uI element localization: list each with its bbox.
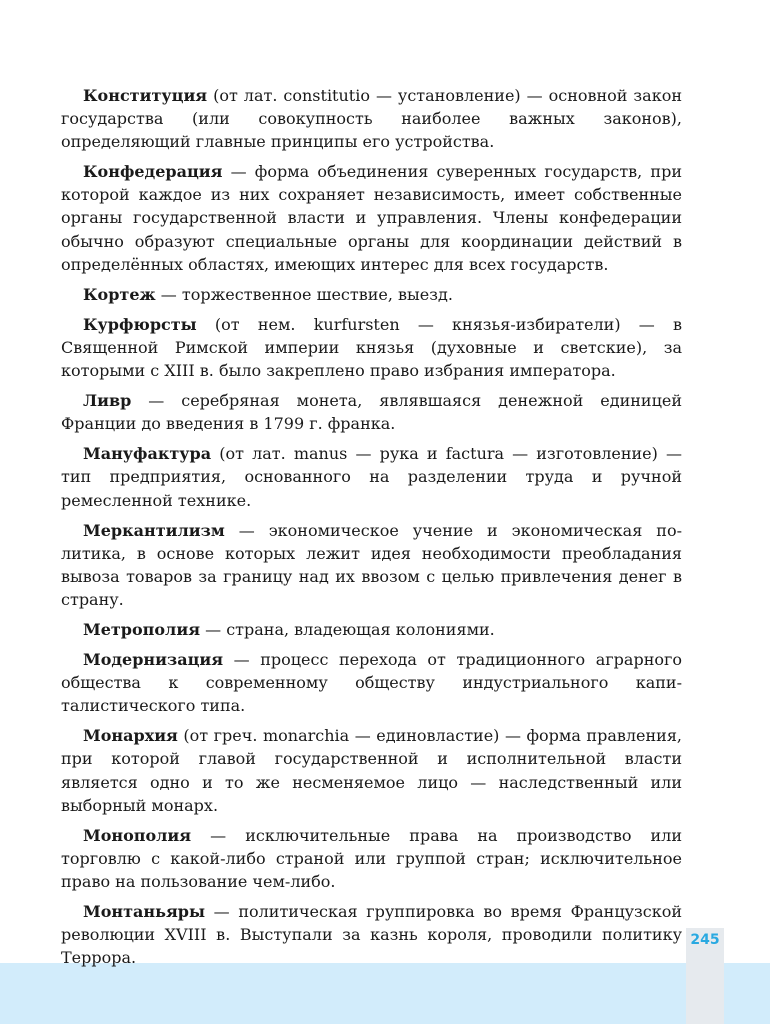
glossary-term: Монтаньяры (83, 902, 205, 921)
glossary-definition: (от греч. monarchia — единовластие) — форма правления, при которой главой государственной и исполнительной власти является одно и то же несменяемое лицо — наследственный или выборный монарх. (61, 726, 682, 815)
glossary-definition: — исключительные права на производство или торговлю с какой-либо страной или группой стран; исключительное право на пользование чем-либо. (61, 825, 682, 891)
glossary-definition: — процесс перехода от традиционного аграрного общества к современному обществу индустриального капиталистического типа. (61, 650, 682, 716)
glossary-definition: — политическая группировка во время Французской революции XVIII в. Выступали за казнь короля, проводили политику Террора. (61, 902, 682, 968)
glossary-term: Кортеж (83, 284, 156, 304)
glossary-entry-kurfyursty (61, 313, 682, 382)
glossary-entry-konfederatsiya (61, 160, 682, 275)
glossary-entry-monopoliya (61, 824, 682, 893)
glossary-definition: — экономическое учение и экономическая политика, в основе которых лежит идея необходимости преобладания вывоза товаров за границу над их ввозом с целью привлечения денег в страну. (61, 520, 682, 609)
glossary-definition: — торжественное шествие, выезд. (155, 284, 453, 304)
glossary-entry-montanyary (61, 900, 682, 969)
glossary-definition: (от лат. manus — рука и factura — изготовление) — тип предприятия, основанного на разделении труда и ручной ремесленной технике. (61, 444, 682, 510)
glossary-entry-merkantilizm (61, 519, 682, 611)
glossary-term: Конституция (83, 86, 208, 105)
glossary-term: Меркантилизм (83, 520, 225, 540)
glossary-entry-monarkhiya (61, 724, 682, 816)
glossary-term: Конфедерация (83, 162, 223, 182)
glossary-entry-livr (61, 389, 682, 435)
page-number: 245 (690, 932, 720, 948)
glossary-term: Ливр (83, 391, 132, 411)
glossary-definition: (от нем. kurfursten — князья-избиратели) — в Священной Римской империи князья (духовные и светские), за которыми с XIII в. было закреплено право избрания императора. (61, 314, 682, 381)
glossary-definition: — серебряная монета, являвшаяся денежной единицей Франции до введения в 1799 г. франка. (61, 391, 682, 434)
glossary-entry-modernizatsiya (61, 648, 682, 717)
glossary-definition: — форма объединения суверенных государств, при которой каждое из них сохраняет независимость, имеет собственные органы государственной власти и управления. Члены конфедерации обычно образуют специальные органы для координации действий в определённых областях, имеющих интерес для всех государств. (61, 162, 682, 274)
glossary-definition: — страна, владеющая колониями. (200, 619, 495, 639)
glossary-term: Мануфактура (83, 444, 212, 464)
glossary-term: Монополия (83, 825, 192, 845)
glossary-term: Монархия (83, 726, 178, 746)
glossary-term: Курфюрсты (83, 314, 197, 334)
glossary-entry-kortezh (61, 283, 682, 306)
glossary-definition: (от лат. constitutio — установление) — основной закон государства (или совокупность наиболее важных законов), определяющий главные принципы его устройства. (61, 86, 682, 152)
glossary-term: Модернизация (83, 650, 224, 670)
glossary-text (61, 84, 682, 976)
glossary-entry-konstitutsiya (61, 84, 682, 153)
glossary-entry-manufaktura (61, 442, 682, 511)
glossary-term: Метрополия (83, 619, 201, 639)
glossary-entry-metropoliya (61, 618, 682, 641)
